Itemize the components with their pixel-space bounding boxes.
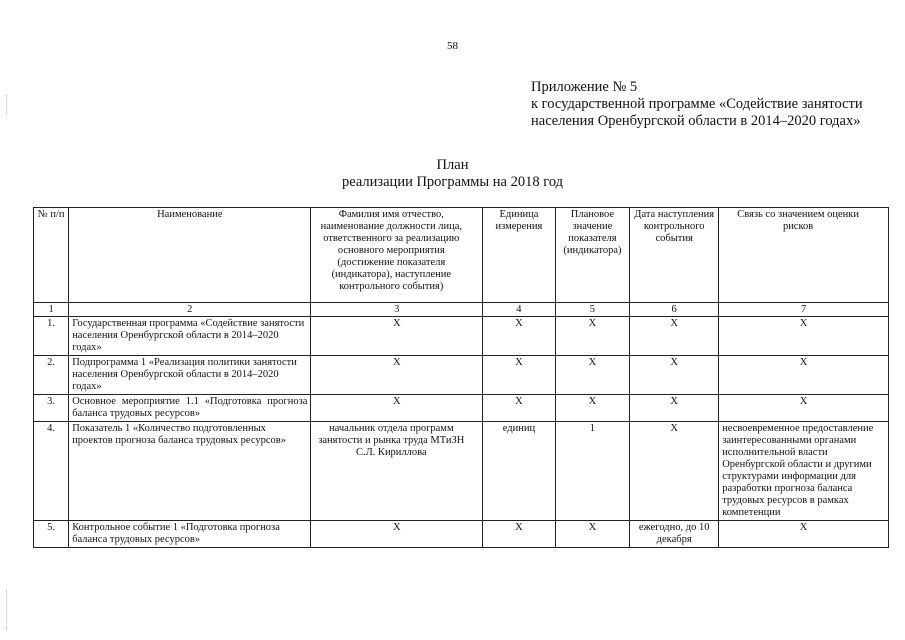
header-unit: Единица измерения <box>483 208 555 303</box>
row-date: X <box>630 317 719 356</box>
row-name: Подпрограмма 1 «Реализация политики занятости населения Оренбургской области в 2014–2020 годах» <box>69 356 311 395</box>
row-date: ежегодно, до 10 декабря <box>630 521 719 548</box>
header-responsible: Фамилия имя отчество, наименование должности лица, ответственного за реализацию основного мероприятия (достижение показателя (индикатора), наступление контрольного события) <box>311 208 483 303</box>
row-planned: X <box>555 521 630 548</box>
table-header-row <box>34 208 889 303</box>
table-row <box>34 395 889 422</box>
table-row <box>34 317 889 356</box>
row-risk: несвоевременное предоставление заинтересованными органами исполнительной власти Оренбургской области и другими структурами информации для разработки прогноза баланса трудовых ресурсов в рамках компетенции <box>719 422 889 521</box>
plan-table <box>33 207 889 548</box>
row-responsible: X <box>311 521 483 548</box>
appendix-line-3: населения Оренбургской области в 2014–2020 годах» <box>531 113 861 129</box>
row-risk: X <box>719 395 889 422</box>
row-risk: X <box>719 356 889 395</box>
scan-edge-marks <box>6 95 9 115</box>
header-num: № п/п <box>34 208 69 303</box>
scan-edge-marks <box>6 590 9 630</box>
column-number: 6 <box>630 303 719 317</box>
row-unit: X <box>483 356 555 395</box>
plan-title <box>0 157 905 191</box>
row-num: 5. <box>34 521 69 548</box>
appendix-line-2: к государственной программе «Содействие занятости <box>531 96 863 112</box>
header-planned: Плановое значение показателя (индикатора) <box>555 208 630 303</box>
row-planned: 1 <box>555 422 630 521</box>
row-risk: X <box>719 317 889 356</box>
row-planned: X <box>555 356 630 395</box>
page-number: 58 <box>447 40 458 52</box>
column-number: 7 <box>719 303 889 317</box>
row-num: 4. <box>34 422 69 521</box>
row-date: X <box>630 422 719 521</box>
row-risk: X <box>719 521 889 548</box>
appendix-line-1: Приложение № 5 <box>531 79 638 95</box>
table-row <box>34 356 889 395</box>
table-row <box>34 422 889 521</box>
row-date: X <box>630 356 719 395</box>
column-number: 4 <box>483 303 555 317</box>
header-risk: Связь со значением оценки рисков <box>719 208 889 303</box>
column-number: 3 <box>311 303 483 317</box>
column-number: 2 <box>69 303 311 317</box>
row-responsible: X <box>311 395 483 422</box>
table-row <box>34 521 889 548</box>
row-unit: X <box>483 317 555 356</box>
row-num: 3. <box>34 395 69 422</box>
row-name: Контрольное событие 1 «Подготовка прогноза баланса трудовых ресурсов» <box>69 521 311 548</box>
row-name: Государственная программа «Содействие занятости населения Оренбургской области в 2014–2020 годах» <box>69 317 311 356</box>
row-date: X <box>630 395 719 422</box>
row-responsible: X <box>311 356 483 395</box>
row-unit: X <box>483 395 555 422</box>
row-responsible: начальник отдела программ занятости и рынка труда МТиЗН С.Л. Кириллова <box>311 422 483 521</box>
row-name: Основное мероприятие 1.1 «Подготовка прогноза баланса трудовых ресурсов» <box>69 395 311 422</box>
plan-title-line-2: реализации Программы на 2018 год <box>341 174 564 190</box>
row-unit: X <box>483 521 555 548</box>
plan-title-line-1: План <box>436 157 469 173</box>
column-number: 1 <box>34 303 69 317</box>
column-numbers-row <box>34 303 889 317</box>
row-responsible: X <box>311 317 483 356</box>
row-planned: X <box>555 317 630 356</box>
header-date: Дата наступления контрольного события <box>630 208 719 303</box>
column-number: 5 <box>555 303 630 317</box>
appendix-header <box>531 79 863 130</box>
row-name: Показатель 1 «Количество подготовленных проектов прогноза баланса трудовых ресурсов» <box>69 422 311 521</box>
row-planned: X <box>555 395 630 422</box>
row-unit: единиц <box>483 422 555 521</box>
header-name: Наименование <box>69 208 311 303</box>
row-num: 1. <box>34 317 69 356</box>
row-num: 2. <box>34 356 69 395</box>
